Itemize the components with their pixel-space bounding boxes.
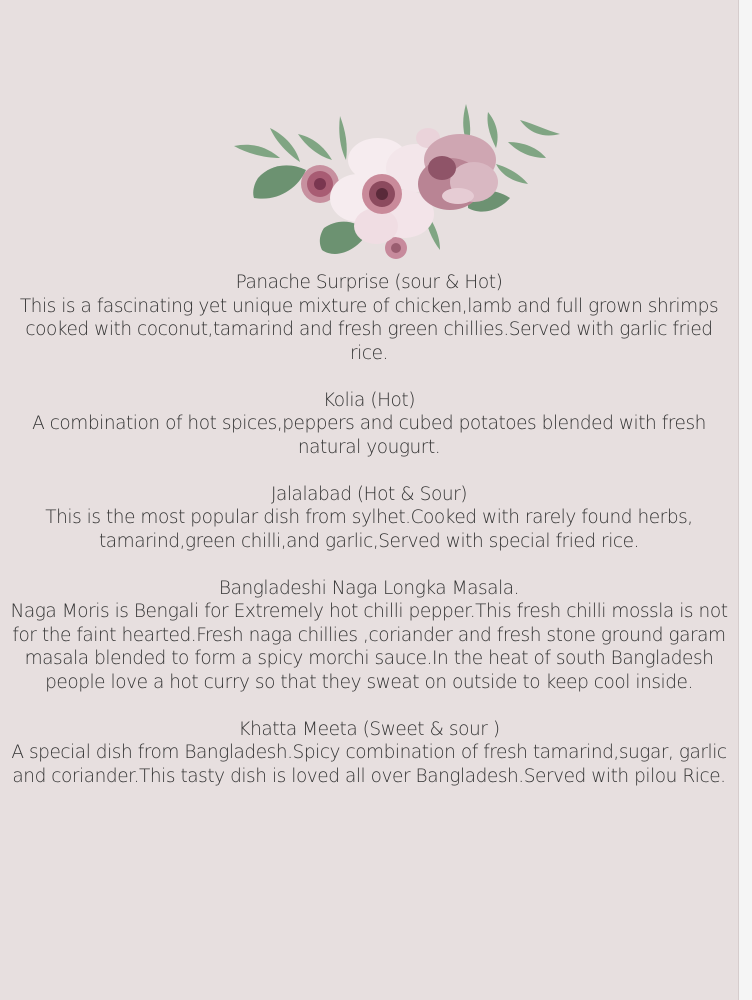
menu-item xyxy=(10,718,728,789)
dish-name: Bangladeshi Naga Longka Masala. xyxy=(218,577,520,599)
dish-description: This is the most popular dish from sylhet.Cooked with rarely found herbs, tamarind,green chilli,and garlic,Served with special fried rice. xyxy=(45,507,693,552)
dish-name: Panache Surprise (sour & Hot) xyxy=(235,272,503,293)
page-edge xyxy=(739,0,752,1000)
dish-description: A combination of hot spices,peppers and cubed potatoes blended with fresh natural yougurt. xyxy=(32,413,706,458)
menu-item xyxy=(10,577,728,695)
dish-name: Khatta Meeta (Sweet & sour ) xyxy=(238,718,500,740)
dish-name: Jalalabad (Hot & Sour) xyxy=(270,483,468,505)
menu-item xyxy=(10,483,728,554)
menu-item xyxy=(10,389,728,460)
menu-item xyxy=(10,271,728,365)
floral-bouquet-icon xyxy=(228,98,564,270)
dish-description: Naga Moris is Bengali for Extremely hot chilli pepper.This fresh chilli mossla is not for the faint hearted.Fresh naga chillies ,coriander and fresh stone ground garam masala blended to form a spicy morchi sauce.In the heat of south Bangladesh people love a hot curry so that they sweat on outside to keep cool inside. xyxy=(10,601,728,693)
dish-description: This is a fascinating yet unique mixture of chicken,lamb and full grown shrimps cooked with coconut,tamarind and fresh green chillies.Served with garlic fried rice. xyxy=(19,295,719,364)
dish-name: Kolia (Hot) xyxy=(323,389,415,411)
dish-description: A special dish from Bangladesh.Spicy combination of fresh tamarind,sugar, garlic and coriander.This tasty dish is loved all over Bangladesh.Served with pilou Rice. xyxy=(11,742,727,787)
menu-list xyxy=(10,271,728,812)
